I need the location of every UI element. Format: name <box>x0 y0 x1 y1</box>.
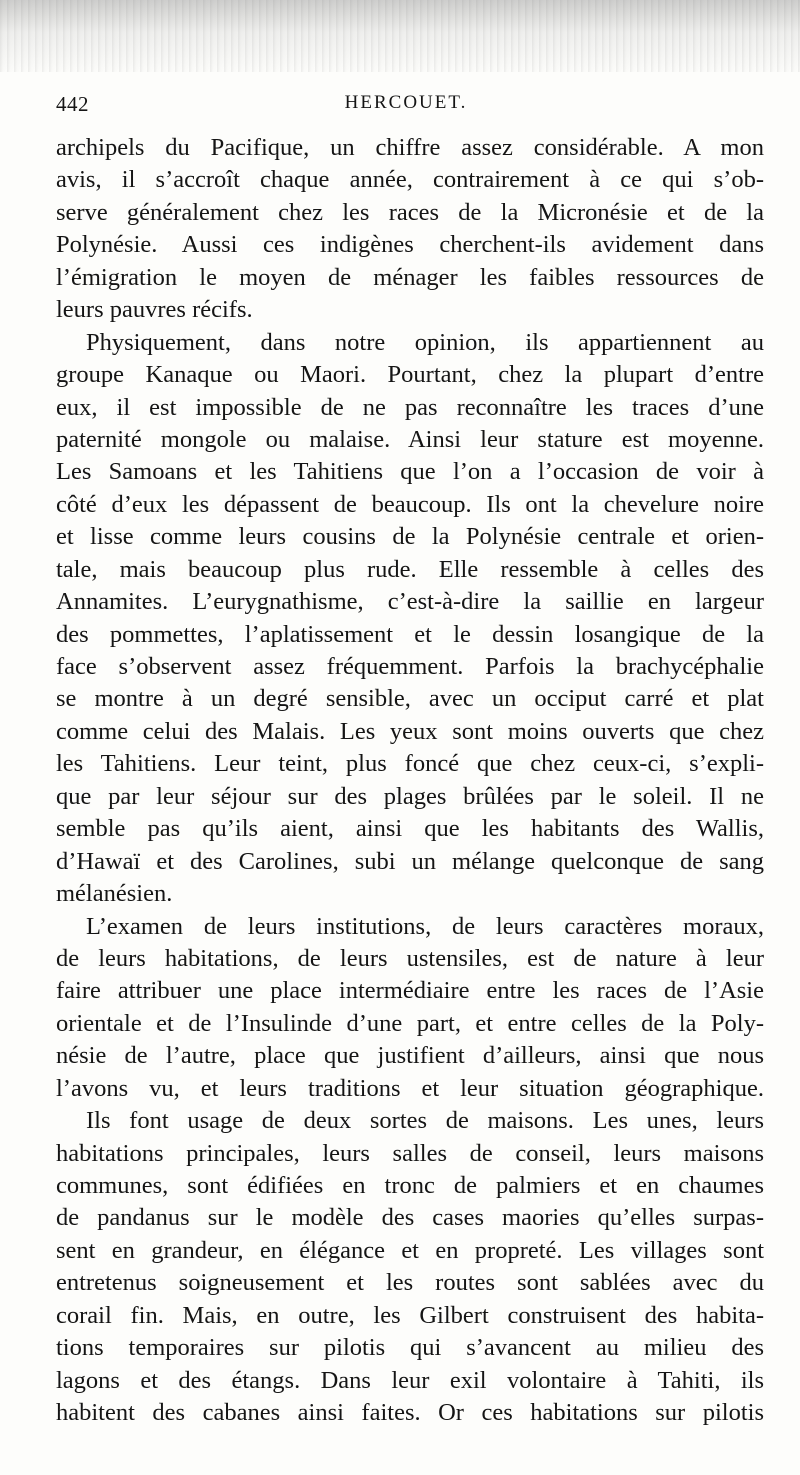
text-line: lagons et des étangs. Dans leur exil volontaire à Tahiti, ils <box>56 1366 764 1394</box>
text-line: orientale et de l’Insulinde d’une part, et entre celles de la Poly- <box>56 1009 764 1037</box>
text-line: eux, il est impossible de ne pas reconnaître les traces d’une <box>56 393 764 421</box>
running-title: HERCOUET. <box>344 92 468 113</box>
text-line: archipels du Pacifique, un chiffre assez considérable. A mon <box>56 134 764 161</box>
text-line: communes, sont édifiées en tronc de palmiers et en chaumes <box>56 1172 764 1199</box>
text-line: Annamites. L’eurygnathisme, c’est-à-dire la saillie en largeur <box>56 588 764 616</box>
text-line: Ils font usage de deux sortes de maisons. Les unes, leurs <box>86 1107 764 1135</box>
text-line: l’avons vu, et leurs traditions et leur situation géographique. <box>56 1074 764 1102</box>
text-line: sent en grandeur, en élégance et en propreté. Les villages sont <box>56 1236 764 1264</box>
body-text <box>56 132 764 1430</box>
text-line: d’Hawaï et des Carolines, subi un mélange quelconque de sang <box>56 847 764 875</box>
text-line: entretenus soigneusement et les routes sont sablées avec du <box>56 1269 764 1297</box>
text-line: avis, il s’accroît chaque année, contrairement à ce qui s’ob- <box>56 166 764 194</box>
text-line: l’émigration le moyen de ménager les faibles ressources de <box>56 263 764 291</box>
text-line: corail fin. Mais, en outre, les Gilbert construisent des habita- <box>56 1301 764 1329</box>
text-line: nésie de l’autre, place que justifient d’ailleurs, ainsi que nous <box>56 1042 764 1070</box>
text-line: groupe Kanaque ou Maori. Pourtant, chez la plupart d’entre <box>56 361 764 389</box>
text-line: Les Samoans et les Tahitiens que l’on a l’occasion de voir à <box>56 458 764 486</box>
text-line: que par leur séjour sur des plages brûlées par le soleil. Il ne <box>56 782 764 810</box>
scan-edge-shading <box>0 0 800 72</box>
text-line: leurs pauvres récifs. <box>56 296 253 324</box>
text-line: tions temporaires sur pilotis qui s’avancent au milieu des <box>56 1334 764 1362</box>
text-line: Physiquement, dans notre opinion, ils appartiennent au <box>86 328 764 356</box>
text-line: de pandanus sur le modèle des cases maories qu’elles surpas- <box>56 1204 764 1232</box>
text-line: serve généralement chez les races de la Micronésie et de la <box>56 198 764 226</box>
text-line: se montre à un degré sensible, avec un occiput carré et plat <box>56 685 764 713</box>
text-line: de leurs habitations, de leurs ustensiles, est de nature à leur <box>56 944 764 972</box>
text-line: faire attribuer une place intermédiaire entre les races de l’Asie <box>56 977 764 1005</box>
text-line: face s’observent assez fréquemment. Parfois la brachycéphalie <box>56 653 764 680</box>
text-line: les Tahitiens. Leur teint, plus foncé que chez ceux-ci, s’expli- <box>56 750 764 778</box>
page-number: 442 <box>56 92 89 116</box>
text-line: côté d’eux les dépassent de beaucoup. Ils ont la chevelure noire <box>56 490 764 518</box>
text-line: habitations principales, leurs salles de conseil, leurs maisons <box>56 1139 764 1167</box>
text-line: habitent des cabanes ainsi faites. Or ces habitations sur pilotis <box>56 1399 764 1427</box>
text-line: comme celui des Malais. Les yeux sont moins ouverts que chez <box>56 717 764 745</box>
text-line: mélanésien. <box>56 880 173 908</box>
page-header <box>56 92 756 122</box>
text-line: L’examen de leurs institutions, de leurs caractères moraux, <box>86 912 764 940</box>
text-line: semble pas qu’ils aient, ainsi que les habitants des Wallis, <box>56 815 764 843</box>
text-line: tale, mais beaucoup plus rude. Elle ressemble à celles des <box>56 555 764 583</box>
text-line: des pommettes, l’aplatissement et le dessin losangique de la <box>56 620 764 648</box>
text-line: et lisse comme leurs cousins de la Polynésie centrale et orien- <box>56 523 764 551</box>
text-line: paternité mongole ou malaise. Ainsi leur stature est moyenne. <box>56 425 764 453</box>
text-line: Polynésie. Aussi ces indigènes cherchent-ils avidement dans <box>56 231 764 259</box>
